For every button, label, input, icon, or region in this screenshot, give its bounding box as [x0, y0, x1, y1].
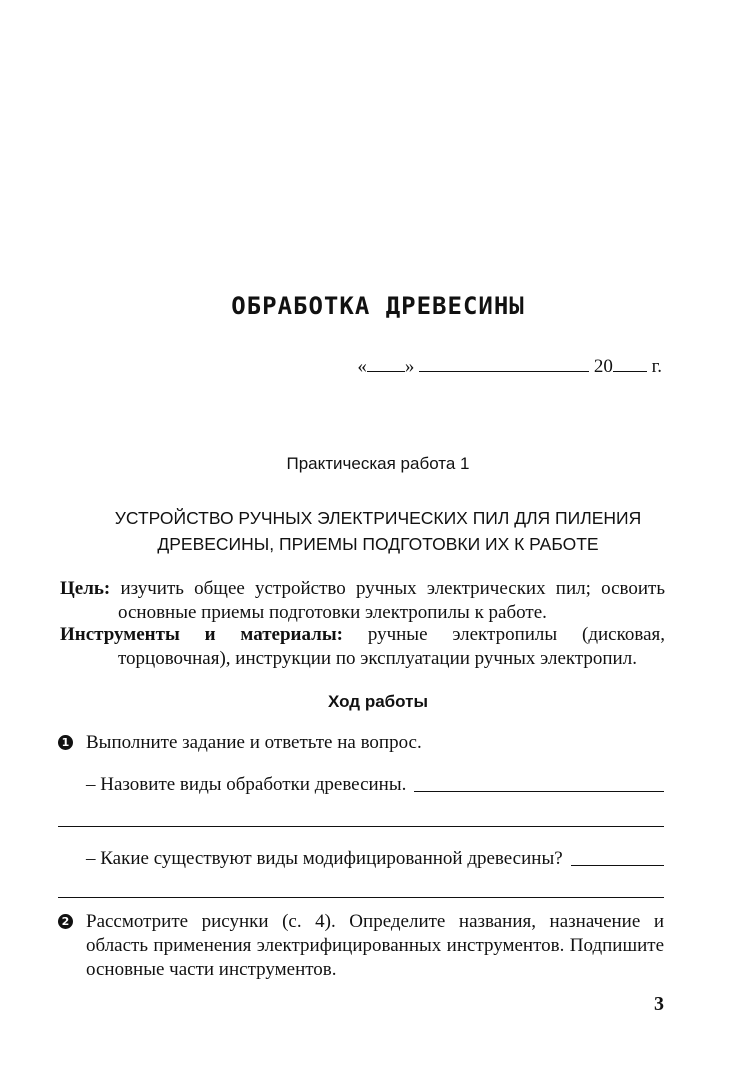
tools-text: ручные электропилы (дисковая, торцовочная), инструкции по эксплуатации ручных электропил.	[118, 624, 665, 669]
tools-label: Инструменты и материалы:	[60, 624, 343, 645]
number-2-icon: 2	[58, 914, 73, 929]
answer-1-inline-line[interactable]	[414, 790, 664, 792]
month-blank[interactable]	[419, 357, 589, 372]
goal-paragraph	[60, 577, 665, 625]
year-blank[interactable]	[613, 357, 647, 372]
task-2	[58, 910, 664, 982]
answer-2-inline-line[interactable]	[571, 864, 664, 866]
question-2	[86, 847, 664, 871]
practical-work-label: Практическая работа 1	[286, 454, 470, 473]
year-suffix: г.	[651, 356, 662, 377]
course-heading: Ход работы	[328, 692, 428, 711]
task-2-text: Рассмотрите рисунки (с. 4). Определите названия, назначение и область применения электрифицированных инструментов. Подпишите основные части инструментов.	[86, 911, 664, 980]
date-close-quote: »	[404, 356, 415, 377]
day-blank[interactable]	[367, 357, 405, 372]
number-1-icon: 1	[58, 735, 73, 750]
section-title: ОБРАБОТКА ДРЕВЕСИНЫ	[231, 292, 525, 320]
year-prefix: 20	[593, 356, 613, 377]
tools-paragraph	[60, 623, 665, 671]
answer-2-line[interactable]	[58, 897, 664, 898]
goal-text: изучить общее устройство ручных электрических пил; освоить основные приемы подготовки электропилы к работе.	[118, 578, 665, 623]
answer-1-line[interactable]	[58, 826, 664, 827]
page-number: 3	[654, 993, 664, 1015]
date-open-quote: «	[357, 356, 367, 377]
practical-work-title	[60, 505, 696, 557]
task-1	[58, 731, 664, 755]
question-2-text: – Какие существуют виды модифицированной древесины?	[86, 848, 563, 869]
question-1-text: – Назовите виды обработки древесины.	[86, 774, 407, 795]
question-1	[86, 773, 664, 797]
work-title-line-2: ДРЕВЕСИНЫ, ПРИЕМЫ ПОДГОТОВКИ ИХ К РАБОТЕ	[157, 534, 599, 554]
date-line	[357, 356, 662, 378]
work-title-line-1: УСТРОЙСТВО РУЧНЫХ ЭЛЕКТРИЧЕСКИХ ПИЛ ДЛЯ ПИЛЕНИЯ	[114, 508, 642, 528]
task-1-text: Выполните задание и ответьте на вопрос.	[86, 732, 422, 753]
goal-label: Цель:	[60, 578, 111, 599]
